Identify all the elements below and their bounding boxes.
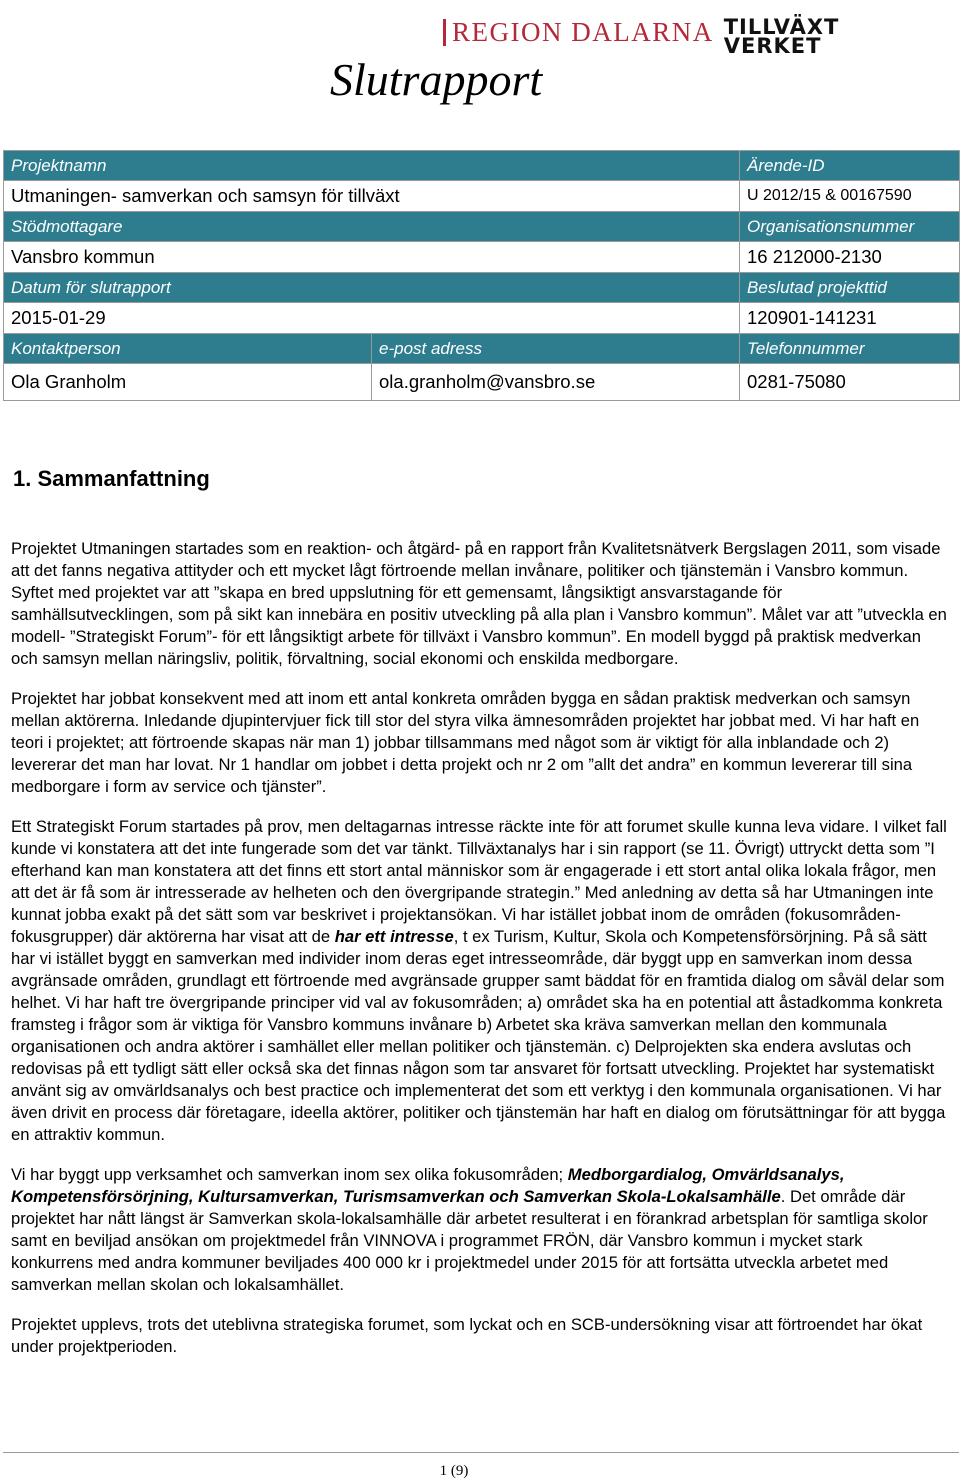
info-header-row: [4, 212, 960, 242]
project-info-table: [3, 150, 960, 401]
projekttid-value: 120901-141231: [740, 303, 960, 334]
paragraph-1: Projektet Utmaningen startades som en reaktion- och åtgärd- på en rapport från Kvalitetsnätverk Bergslagen 2011, som visade att det fanns negativa attityder och ett mycket lågt förtroende mellan invånare, politiker och tjänstemän i Vansbro kommun. Syftet med projektet var att ”skapa en bred uppslutning för ett gemensamt, långsiktigt ansvarstagande för samhällsutvecklingen, som på sikt kan innebära en positiv utveckling på alla plan i Vansbro kommun”. Målet var att ”utveckla en modell- ”Strategiskt Forum”- för ett långsiktigt arbete för tillväxt i Vansbro kommun”. En modell byggd på praktisk medverkan och samsyn mellan näringsliv, politik, förvaltning, social ekonomi och enskilda medborgare.: [11, 539, 947, 668]
info-header-row: [4, 273, 960, 303]
projektnamn-label: Projektnamn: [4, 151, 740, 181]
section-heading: 1. Sammanfattning: [13, 466, 210, 491]
region-dalarna-logo: REGION DALARNA: [443, 19, 714, 46]
arende-value: U 2012/15 & 00167590: [740, 181, 960, 212]
footer-divider: [3, 1452, 959, 1453]
paragraph-2: Projektet har jobbat konsekvent med att inom ett antal konkreta områden bygga en sådan praktisk medverkan och samsyn mellan aktörerna. Inledande djupintervjuer fick till stor del styra vilka ämnesområden projektet har jobbat med. Vi har haft en teori i projektet; att förtroende skapas när man 1) jobbar tillsammans med något som är viktigt för alla inblandade och 2) levererar det man har lovat. Nr 1 handlar om jobbet i detta projekt och nr 2 om ”allt det andra” en kommun levererar till sina medborgare i form av service och tjänster”.: [11, 689, 920, 796]
paragraph-4-emphasis: Medborgardialog, Omvärldsanalys, Kompetensförsörjning, Kultursamverkan, Turismsamverkan och Samverkan Skola-Lokalsamhälle: [11, 1165, 845, 1206]
datum-value: 2015-01-29: [4, 303, 740, 334]
kontakt-value: Ola Granholm: [4, 364, 372, 401]
info-header-row: [4, 151, 960, 181]
tillvaxtverket-logo-line2: VERKET: [723, 34, 822, 58]
orgnr-label: Organisationsnummer: [740, 212, 960, 242]
info-value-row: [4, 303, 960, 334]
info-value-row: [4, 242, 960, 273]
info-value-row: [4, 364, 960, 401]
projektnamn-value: Utmaningen- samverkan och samsyn för tillväxt: [4, 181, 740, 212]
telefon-value: 0281-75080: [740, 364, 960, 401]
datum-label: Datum för slutrapport: [4, 273, 740, 303]
paragraph-5: Projektet upplevs, trots det uteblivna strategiska forumet, som lyckat och en SCB-undersökning visar att förtroendet har ökat under projektperioden.: [11, 1315, 923, 1356]
tillvaxtverket-logo-line1: TILLVÄXT: [723, 15, 840, 39]
paragraph-4: [11, 1164, 949, 1296]
arende-label: Ärende-ID: [740, 151, 960, 181]
paragraph-3: [11, 816, 949, 1146]
kontakt-label: Kontaktperson: [4, 334, 372, 364]
orgnr-value: 16 212000-2130: [740, 242, 960, 273]
paragraph-4-text-a: Vi har byggt upp verksamhet och samverkan inom sex olika fokusområden;: [11, 1165, 568, 1184]
tillvaxtverket-logo: [723, 15, 840, 58]
info-value-row: [4, 181, 960, 212]
document-title: Slutrapport: [330, 54, 543, 105]
epost-value: ola.granholm@vansbro.se: [372, 364, 740, 401]
header-logos: [443, 8, 839, 56]
paragraph-3-text-b: , t ex Turism, Kultur, Skola och Kompetensförsörjning. På så sätt har vi istället byggt en samverkan med individer inom deras eget intresseområde, där byggt upp en samverkan inom dessa avgränsade områden, grundlagt ett förtroende med avgränsade grupper samt bäddat för en framtida dialog om såväl delar som helhet. Vi har haft tre övergripande principer vid val av fokusområden; a) området ska ha en potential att åstadkomma konkreta framsteg i frågor som är viktiga för Vansbro kommuns invånare b) Arbetet ska kräva samverkan mellan den kommunala organisationen och andra aktörer i samhället eller mellan politiker och tjänstemän. c) Delprojekten ska endera avslutas och redovisas på ett tydligt sätt eller också ska det finnas någon som tar ansvaret för fortsatt utveckling. Projektet har systematiskt använt sig av omvärldsanalys och best practice och implementerat det som ett verktyg i den kommunala organisationen. Vi har även drivit en process där företagare, ideella aktörer, politiker och tjänstemän har haft en dialog om förutsättningar för att bygga en attraktiv kommun.: [11, 927, 946, 1144]
telefon-label: Telefonnummer: [740, 334, 960, 364]
stodmottagare-label: Stödmottagare: [4, 212, 740, 242]
paragraph-3-text-a: Ett Strategiskt Forum startades på prov, men deltagarnas intresse räckte inte för att forumet skulle kunna leva vidare. I vilket fall kunde vi konstatera att det inte fungerade som det var tänkt. Tillväxtanalys har i sin rapport (se 11. Övrigt) uttryckt detta som ”I efterhand kan man konstatera att det finns ett stort antal människor som är engagerade i ett stort antal olika lokala frågor, men att det är få som är intresserade av helheten och den övergripande strategin.” Med anledning av detta så har Utmaningen inte kunnat jobba exakt på det sätt som var beskrivet i projektansökan. Vi har istället jobbat inom de områden (fokusområden-fokusgrupper) där aktörerna har visat att de: [11, 817, 947, 946]
page-number: 1 (9): [439, 1463, 469, 1479]
paragraph-3-emphasis: har ett intresse: [334, 927, 454, 946]
paragraph-4-text-b: . Det område där projektet har nått längst är Samverkan skola-lokalsamhälle där arbetet resulterat i en förankrad arbetsplan för samtliga skolor samt en beviljad ansökan om projektmedel från VINNOVA i programmet FRÖN, där Vansbro kommun i mycket stark konkurrens med andra kommuner beviljades 400 000 kr i projektmedel under 2015 för att fortsätta utveckla arbetet med samverkan mellan skolan och lokalsamhället.: [11, 1187, 928, 1294]
epost-label: e-post adress: [372, 334, 740, 364]
info-header-row: [4, 334, 960, 364]
projekttid-label: Beslutad projekttid: [740, 273, 960, 303]
stodmottagare-value: Vansbro kommun: [4, 242, 740, 273]
summary-body: [11, 538, 949, 1376]
